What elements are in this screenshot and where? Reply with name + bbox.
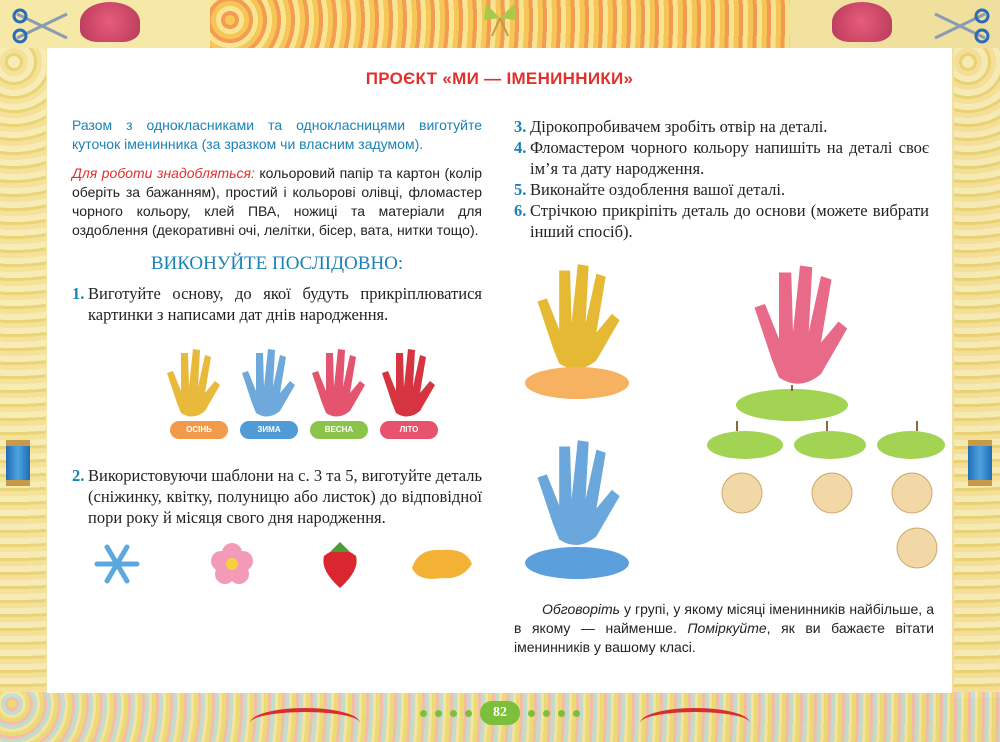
- dot: [543, 710, 550, 717]
- step-text: Дірокопробивачем зробіть отвір на деталі.: [530, 117, 828, 136]
- step-number: 4.: [514, 138, 527, 157]
- step-text: Виконайте оздоблення вашої деталі.: [530, 180, 786, 199]
- buttons-decoration-right: [954, 48, 1000, 698]
- flower-tag-icon: [722, 473, 762, 513]
- dot: [558, 710, 565, 717]
- dot: [435, 710, 442, 717]
- step-2: [72, 465, 482, 528]
- thread-spool-icon: [6, 440, 30, 486]
- materials-lead: Для роботи знадобляться:: [72, 165, 255, 181]
- left-column: [72, 116, 482, 601]
- season-label-winter: ЗИМА: [240, 421, 298, 439]
- step-number: 6.: [514, 201, 527, 220]
- step-number: 2.: [72, 466, 85, 485]
- page-number: 82: [480, 701, 520, 725]
- page-title: ПРОЄКТ «МИ — ІМЕНИННИКИ»: [365, 69, 634, 88]
- step-text: Фломастером чорного кольору напишіть на деталі своє ім’я та дату народження.: [530, 138, 929, 178]
- pincushion-icon: [832, 2, 892, 42]
- dot: [465, 710, 472, 717]
- step-5: [514, 179, 929, 200]
- birthday-corner-illustration: [507, 253, 947, 593]
- winter-hand-icon: [538, 440, 620, 545]
- step-number: 5.: [514, 180, 527, 199]
- templates-row: [72, 536, 482, 596]
- autumn-hand-icon: [538, 264, 620, 369]
- flower-tag-icon: [812, 473, 852, 513]
- step-1: [72, 283, 482, 325]
- reflect-verb: Поміркуйте: [687, 620, 767, 636]
- discussion-text: [514, 600, 934, 657]
- dot: [450, 710, 457, 717]
- step-4: [514, 137, 929, 179]
- step-number: 3.: [514, 117, 527, 136]
- intro-text: Разом з однокласниками та однокласницями виготуйте куточок іменинника (за зразком чи власним задумом).: [72, 117, 482, 152]
- scissors-icon: [930, 8, 990, 49]
- page-number-bar: [410, 700, 590, 726]
- step-text: Використовуючи шаблони на с. 3 та 5, виготуйте деталь (сніжинку, квітку, полуницю або листок) до відповідної пори року й місяця свого дня народження.: [88, 466, 482, 527]
- thread-spool-icon: [968, 440, 992, 486]
- season-label-spring: ВЕСНА: [310, 421, 368, 439]
- season-label-summer: ЛІТО: [380, 421, 438, 439]
- buttons-decoration-left: [0, 48, 46, 698]
- step-number: 1.: [72, 284, 85, 303]
- green-base-3: [877, 431, 945, 459]
- content-panel: [47, 48, 952, 693]
- discuss-text-2: , як ви бажаєте вітати іменинників у вашому класі.: [514, 620, 934, 655]
- discuss-text-1: у групі, у якому місяці іменинників найбільше, а в якому — найменше.: [514, 601, 934, 636]
- autumn-base: [525, 367, 629, 399]
- right-column: [514, 116, 929, 242]
- seasons-illustration: [72, 333, 482, 453]
- flower-tag-icon: [897, 528, 937, 568]
- ribbon-decoration: [640, 708, 750, 738]
- step-6: [514, 200, 929, 242]
- materials-text: кольоровий папір та картон (колір оберіть за бажанням), простий і кольорові олівці, фломастер чорного кольору, клей ПВА, ножиці та матеріали для оздоблення (декоративні очі, лелітки, бісер, вата, нитки тощо).: [72, 165, 482, 238]
- scissors-icon: [12, 8, 72, 49]
- winter-base: [525, 547, 629, 579]
- flower-tag-icon: [892, 473, 932, 513]
- step-3: [514, 116, 929, 137]
- strawberry-icon: [323, 542, 356, 588]
- pincushion-icon: [80, 2, 140, 42]
- sequence-heading: ВИКОНУЙТЕ ПОСЛІДОВНО:: [150, 253, 404, 274]
- materials-paragraph: [72, 164, 482, 240]
- dot: [420, 710, 427, 717]
- main-green-base: [736, 389, 848, 421]
- dot: [573, 710, 580, 717]
- dot: [528, 710, 535, 717]
- ribbon-decoration: [250, 708, 360, 738]
- leaf-icon: [412, 550, 472, 579]
- snowflake-icon: [97, 547, 137, 581]
- spring-hand-icon: [755, 266, 848, 384]
- green-base-2: [794, 431, 866, 459]
- flower-icon: [211, 543, 253, 584]
- green-base-1: [707, 431, 783, 459]
- discuss-verb: Обговоріть: [542, 601, 621, 617]
- step-text: Виготуйте основу, до якої будуть прикріплюватися картинки з написами дат днів народження.: [88, 284, 482, 324]
- season-label-autumn: ОСІНЬ: [170, 421, 228, 439]
- step-text: Стрічкою прикріпіть деталь до основи (можете вибрати інший спосіб).: [530, 201, 929, 241]
- bow-icon: [480, 0, 520, 36]
